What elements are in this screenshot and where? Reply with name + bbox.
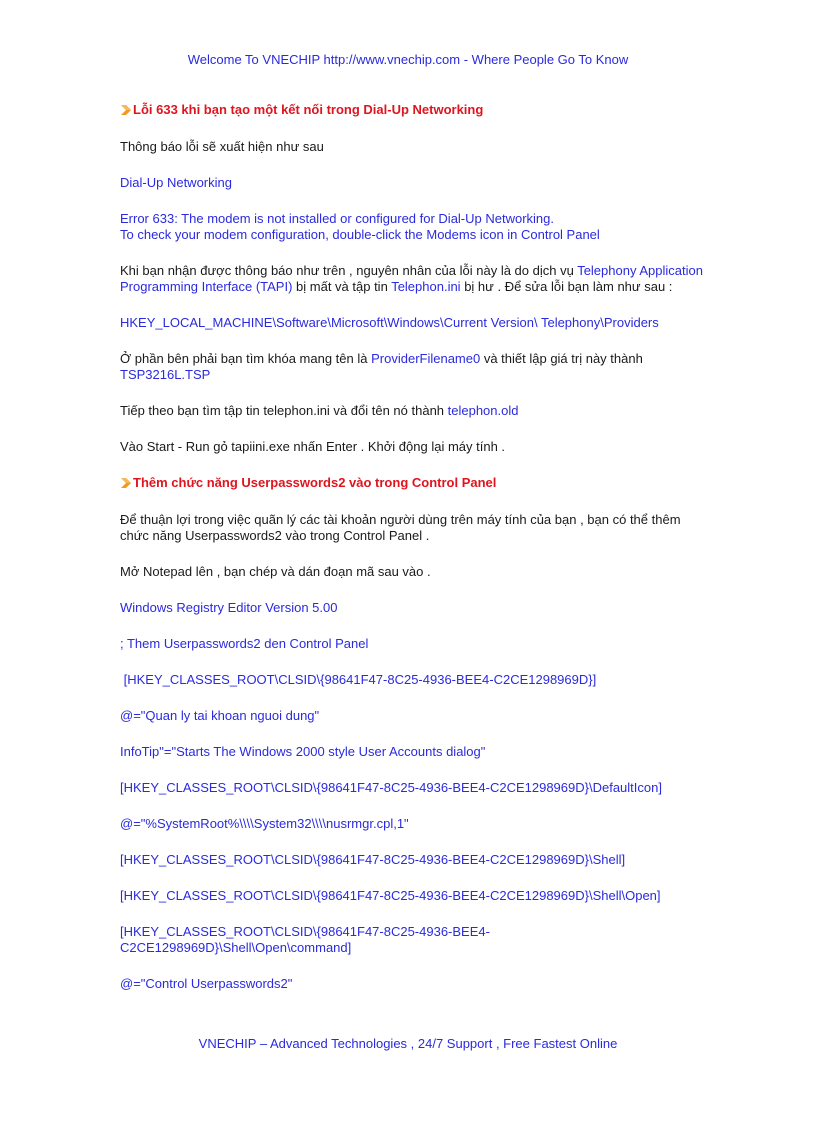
code-line: @="%SystemRoot%\\\\System32\\\\nusrmgr.cpl,1": [120, 816, 409, 831]
page-header: Welcome To VNECHIP http://www.vnechip.com - Where People Go To Know: [187, 52, 629, 67]
text-run: Ở phần bên phải bạn tìm khóa mang tên là: [120, 351, 372, 366]
section-heading: [120, 475, 710, 491]
highlight-link[interactable]: Telephony Application Programming Interface (TAPI): [120, 263, 703, 294]
paragraph: Thông báo lỗi sẽ xuất hiện như sau: [120, 139, 324, 154]
code-line: @="Control Userpasswords2": [120, 976, 293, 991]
orange-arrow-icon: [120, 477, 132, 489]
code-line: [HKEY_CLASSES_ROOT\CLSID\{98641F47-8C25-4936-BEE4-C2CE1298969D}\Shell\Open\command]: [120, 924, 490, 955]
paragraph: Mở Notepad lên , bạn chép và dán đoạn mã sau vào .: [120, 564, 431, 579]
document-body: [120, 102, 710, 992]
section-heading: [120, 102, 710, 118]
paragraph: Vào Start - Run gỏ tapiini.exe nhấn Enter . Khởi động lại máy tính .: [120, 439, 506, 454]
text-run: và thiết lập giá trị này thành: [480, 351, 643, 366]
code-line: @="Quan ly tai khoan nguoi dung": [120, 708, 320, 723]
section-title: Thêm chức năng Userpasswords2 vào trong Control Panel: [133, 475, 497, 490]
page-footer: VNECHIP – Advanced Technologies , 24/7 Support , Free Fastest Online: [198, 1036, 618, 1051]
text-run: bị mất và tập tin: [292, 279, 392, 294]
code-line: [HKEY_CLASSES_ROOT\CLSID\{98641F47-8C25-4936-BEE4-C2CE1298969D}\Shell\Open]: [120, 888, 661, 903]
orange-arrow-icon: [120, 104, 132, 116]
text-run: bị hư . Để sửa lỗi bạn làm như sau :: [460, 279, 673, 294]
highlight-link[interactable]: ProviderFilename0: [371, 351, 481, 366]
error-line: Error 633: The modem is not installed or configured for Dial-Up Networking.: [120, 211, 555, 226]
section-title: Lỗi 633 khi bạn tạo một kết nối trong Dial-Up Networking: [133, 102, 484, 117]
paragraph: Để thuận lợi trong việc quãn lý các tài khoản người dùng trên máy tính của bạn , bạn có thể thêm chức năng Userpasswords2 vào trong Control Panel .: [120, 512, 681, 543]
paragraph: [120, 351, 710, 383]
highlight-link[interactable]: telephon.old: [447, 403, 519, 418]
paragraph: [120, 403, 710, 419]
code-line: InfoTip"="Starts The Windows 2000 style User Accounts dialog": [120, 744, 486, 759]
error-line: To check your modem configuration, double-click the Modems icon in Control Panel: [120, 227, 600, 242]
highlight-link[interactable]: Telephon.ini: [391, 279, 461, 294]
highlight-link[interactable]: TSP3216L.TSP: [120, 367, 211, 382]
paragraph: [120, 263, 710, 295]
code-line: [HKEY_CLASSES_ROOT\CLSID\{98641F47-8C25-4936-BEE4-C2CE1298969D}]: [120, 672, 597, 687]
error-message: [120, 211, 710, 243]
code-line: [HKEY_CLASSES_ROOT\CLSID\{98641F47-8C25-4936-BEE4-C2CE1298969D}\DefaultIcon]: [120, 780, 662, 795]
text-run: Tiếp theo bạn tìm tập tin telephon.ini và đổi tên nó thành: [120, 403, 448, 418]
registry-path: HKEY_LOCAL_MACHINE\Software\Microsoft\Windows\Current Version\ Telephony\Providers: [120, 315, 659, 330]
dialog-title: Dial-Up Networking: [120, 175, 232, 190]
code-line: Windows Registry Editor Version 5.00: [120, 600, 338, 615]
code-line: [HKEY_CLASSES_ROOT\CLSID\{98641F47-8C25-4936-BEE4-C2CE1298969D}\Shell]: [120, 852, 626, 867]
text-run: Khi bạn nhận được thông báo như trên , nguyên nhân của lỗi này là do dịch vụ: [120, 263, 578, 278]
code-line: ; Them Userpasswords2 den Control Panel: [120, 636, 369, 651]
